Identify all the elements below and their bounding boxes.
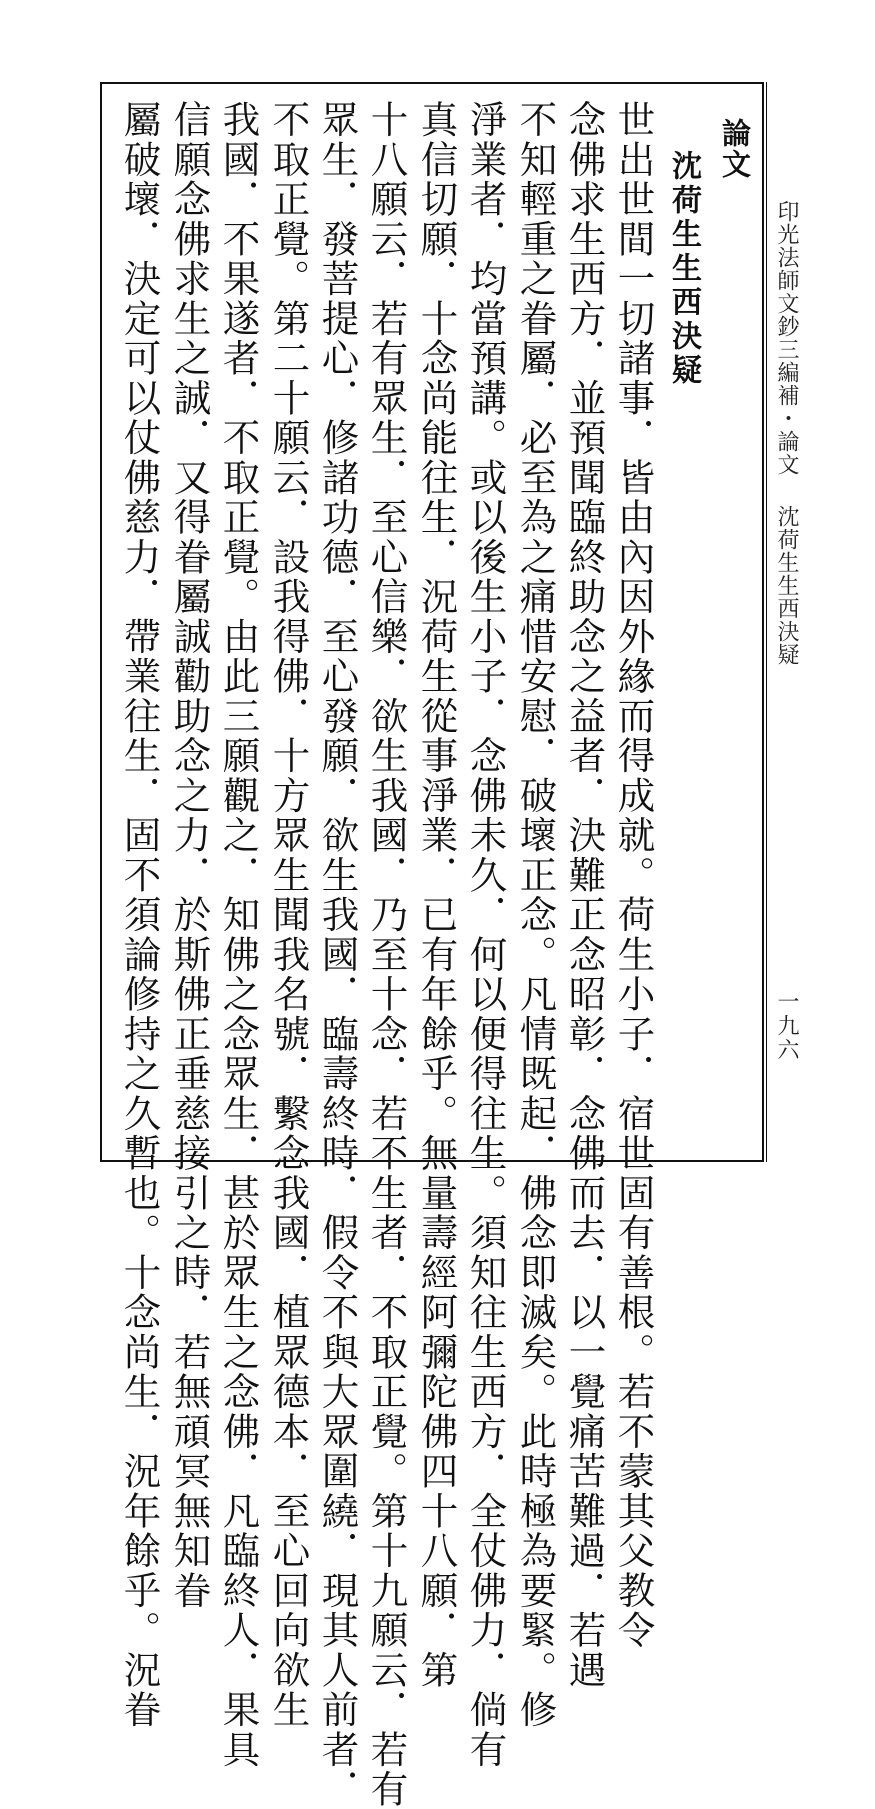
page-number: 一九六 xyxy=(774,990,799,1062)
text-column: 我國．不果遂者．不取正覺。由此三願觀之．知佛之念眾生．甚於眾生之念佛．凡臨終人．果具 xyxy=(216,100,261,1770)
text-column: 世出世間一切諸事．皆由內因外緣而得成就。荷生小子．宿世固有善根。若不蒙其父教令 xyxy=(611,100,656,1651)
margin-rule xyxy=(766,82,767,1162)
text-column: 不知輕重之眷屬．必至為之痛惜安慰．破壞正念。凡情既起．佛念即滅矣。此時極為要緊。修 xyxy=(513,100,558,1730)
running-header: 印光法師文鈔三編補・論文 xyxy=(774,200,799,476)
text-column: 不取正覺。第二十願云．設我得佛．十方眾生聞我名號．繫念我國．植眾德本．至心回向欲生 xyxy=(266,100,311,1730)
essay-title: 沈荷生生西決疑 xyxy=(666,150,701,388)
text-column: 眾生．發菩提心．修諸功德．至心發願．欲生我國．臨壽終時．假令不與大眾圍繞．現其人前者． xyxy=(315,100,360,1809)
text-column: 真信切願．十念尚能往生．況荷生從事淨業．已有年餘乎。無量壽經阿彌陀佛四十八願．第 xyxy=(414,100,459,1690)
text-column: 屬破壞．決定可以仗佛慈力．帶業往生．固不須論修持之久暫也。十念尚生．況年餘乎。況眷 xyxy=(117,100,162,1730)
text-column: 淨業者．均當預講。或以後生小子．念佛未久．何以便得往生。須知往生西方．全仗佛力．倘有 xyxy=(463,100,508,1770)
text-column: 信願念佛求生之誠．又得眷屬誠勸助念之力．於斯佛正垂慈接引之時．若無頑冥無知眷 xyxy=(167,100,212,1611)
section-title: 論文 xyxy=(718,118,752,180)
running-subtitle: 沈荷生生西決疑 xyxy=(774,505,799,666)
text-column: 念佛求生西方．並預聞臨終助念之益者．決難正念昭彰．念佛而去．以一覺痛苦難過．若遇 xyxy=(562,100,607,1690)
text-column: 十八願云．若有眾生．至心信樂．欲生我國．乃至十念．若不生者．不取正覺。第十九願云．若有 xyxy=(364,100,409,1809)
